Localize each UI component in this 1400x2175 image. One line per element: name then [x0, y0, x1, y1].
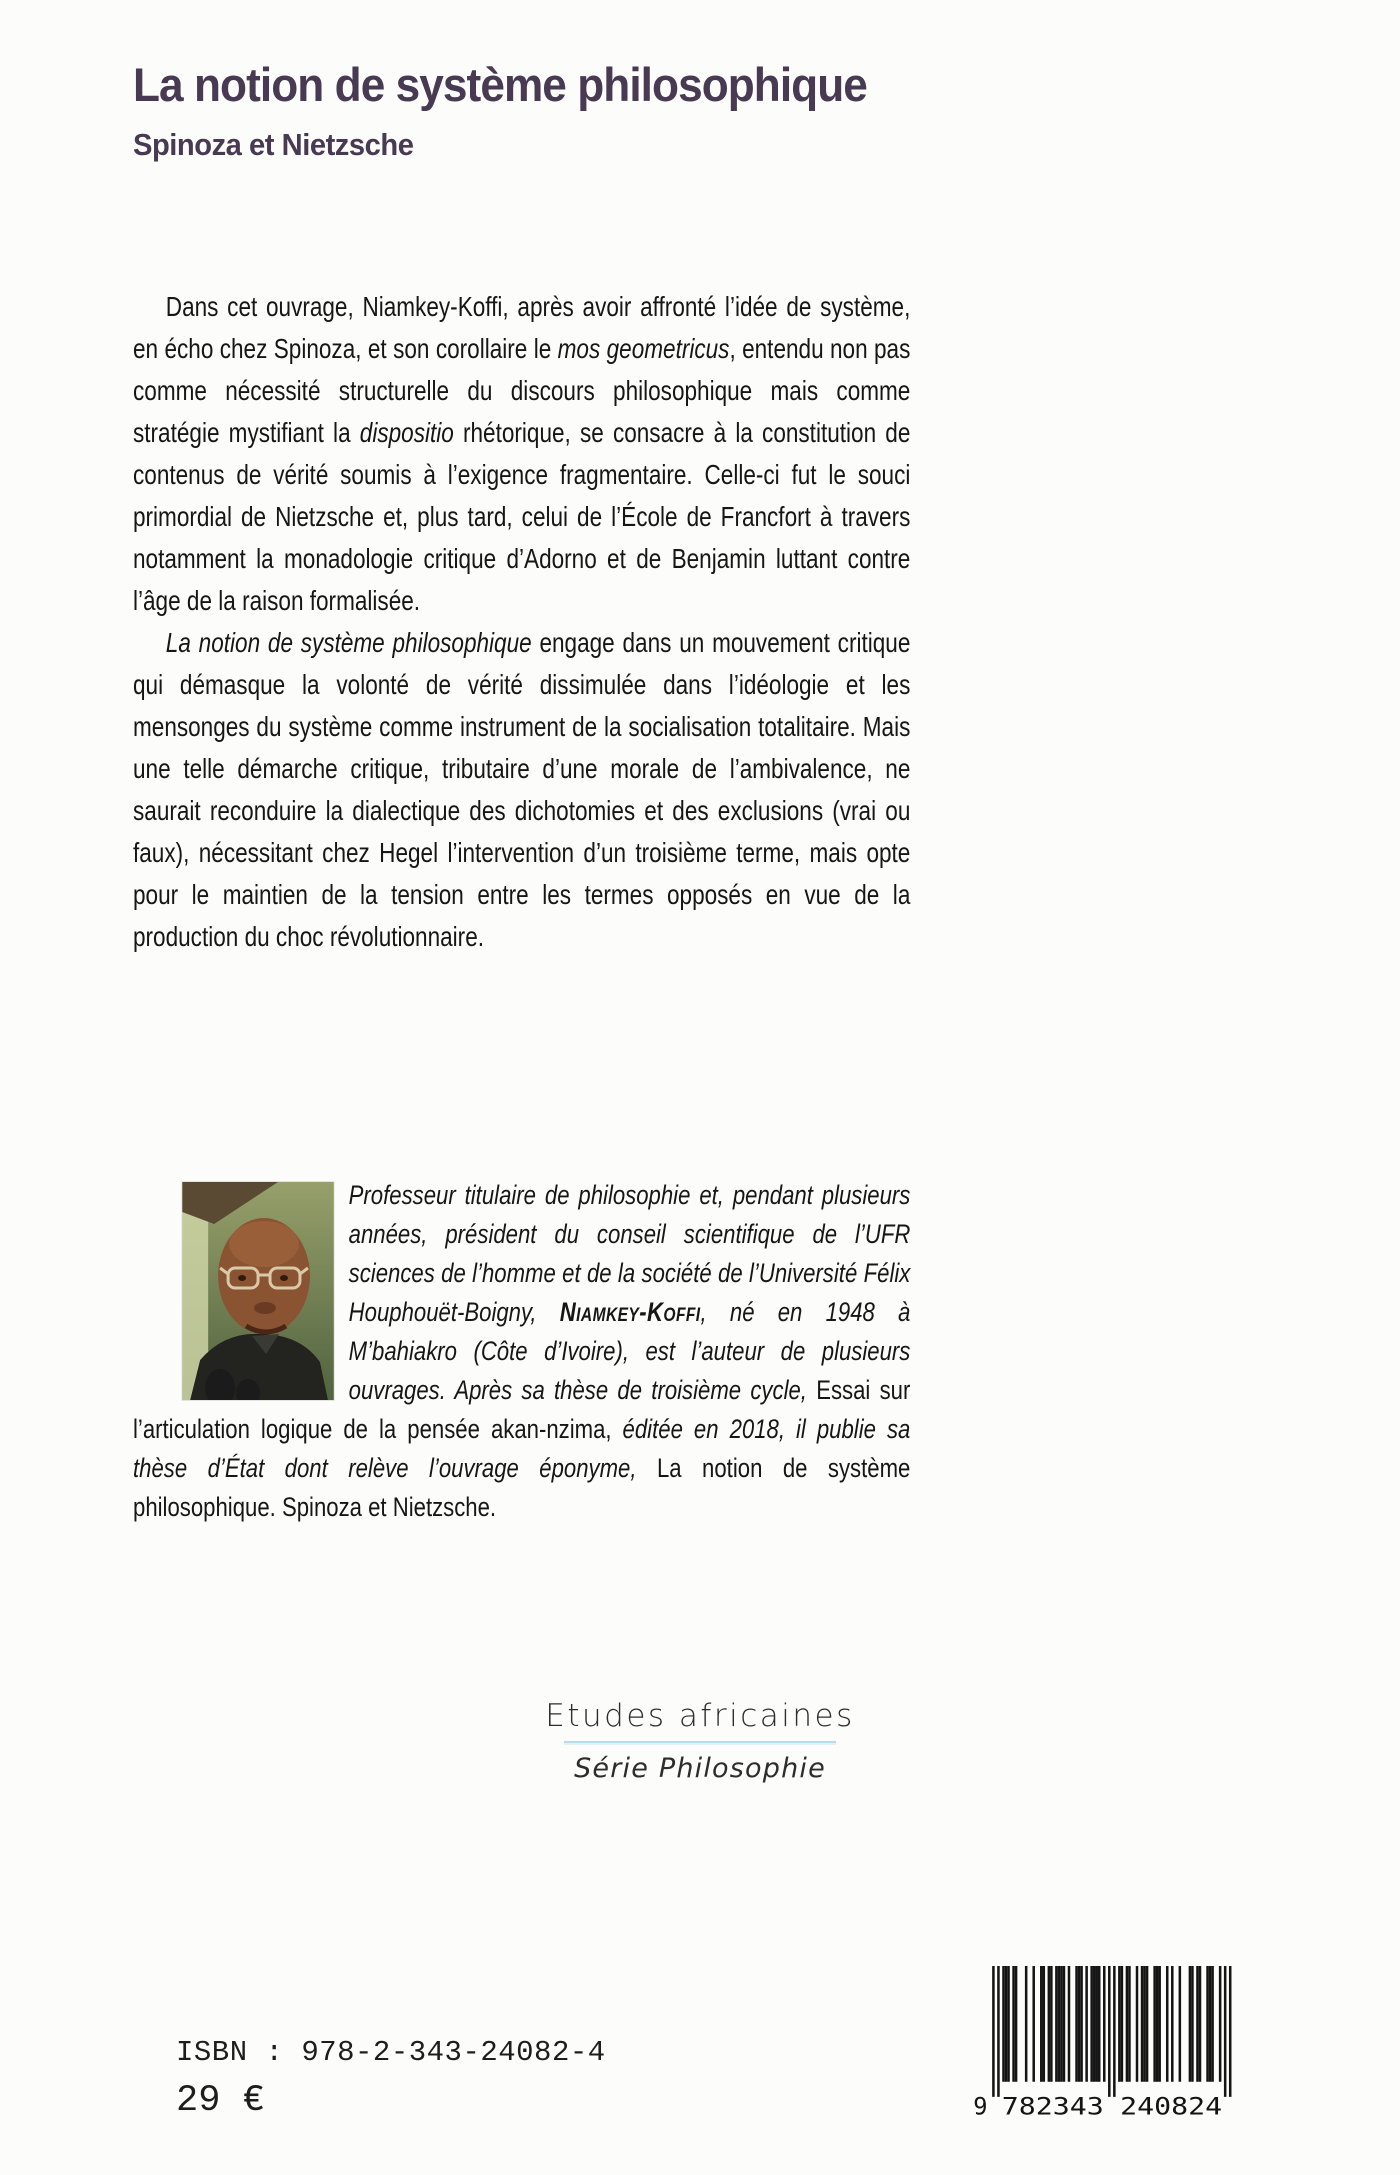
header [133, 58, 867, 162]
synopsis-paragraph-1 [133, 286, 910, 622]
collection-series: Série Philosophie [574, 1753, 826, 1784]
synopsis [133, 286, 910, 958]
text-segment: , entendu non pas comme nécessité structurelle du discours philosophique mais comme stratégie mystifiant la [133, 333, 911, 448]
barcode-digits-right: 240824 [1120, 2092, 1223, 2117]
text-segment: dispositio [359, 417, 454, 448]
text-segment: Niamkey-Koffi [559, 1297, 701, 1327]
text-segment: Dans cet ouvrage, Niamkey-Koffi, après avoir affronté l’idée de système, en écho chez Spinoza, et son corollaire le [133, 291, 911, 364]
synopsis-paragraph-2 [133, 622, 910, 958]
barcode [972, 1966, 1234, 2117]
isbn-text: ISBN : 978-2-343-24082-4 [176, 2036, 606, 2069]
text-segment: éditée en 2018, il publie sa thèse d’État dont relève l’ouvrage éponyme, [133, 1414, 911, 1483]
text-segment: Essai sur l’articulation logique de la pensée akan-nzima, [133, 1375, 911, 1444]
text-segment: La notion de système philosophique. Spinoza et Nietzsche. [133, 1453, 911, 1522]
book-title: La notion de système philosophique [133, 58, 867, 111]
price-text: 29 € [176, 2080, 265, 2122]
barcode-svg [972, 1966, 1234, 2117]
text-segment: Professeur titulaire de philosophie et, pendant plusieurs années, président du conseil scientifique de l’UFR sciences de l’homme et de la société de l’Université Félix Houphouët-Boigny, [348, 1180, 911, 1327]
text-segment: engage dans un mouvement critique qui démasque la volonté de vérité dissimulée dans l’idéologie et les mensonges du système comme instrument de la socialisation totalitaire. Mais une telle démarche critique, tributaire d’une morale de l’ambivalence, ne saurait reconduire la dialectique des dichotomies et des exclusions (vrai ou faux), nécessitant chez Hegel l’intervention d’un troisième terme, mais opte pour le maintien de la tension entre les termes opposés en vue de la production du choc révolutionnaire. [133, 627, 911, 952]
text-segment: mos geometricus [557, 333, 730, 364]
collection-name: Etudes africaines [545, 1698, 855, 1734]
collection-underline [564, 1741, 836, 1743]
text-segment: La notion de système philosophique [165, 627, 532, 658]
barcode-bars [992, 1966, 1231, 2097]
text-segment: , né en 1948 à M’bahiakro (Côte d’Ivoire), est l’auteur de plusieurs ouvrages. Après sa thèse de troisième cycle, [348, 1297, 911, 1405]
text-segment: rhétorique, se consacre à la constitution de contenus de vérité soumis à l’exigence fragmentaire. Celle-ci fut le souci primordial de Nietzsche et, plus tard, celui de l’École de Francfort à travers notamment la monadologie critique d’Adorno et de Benjamin luttant contre l’âge de la raison formalisée. [133, 417, 911, 616]
barcode-digits-left: 782343 [1001, 2092, 1104, 2117]
author-photo [182, 1182, 334, 1400]
author-bio [133, 1176, 910, 1527]
collection-block [0, 1698, 1400, 1784]
author-photo-illustration [182, 1182, 334, 1400]
barcode-digit-prefix: 9 [973, 2092, 988, 2117]
book-subtitle: Spinoza et Nietzsche [133, 127, 414, 163]
